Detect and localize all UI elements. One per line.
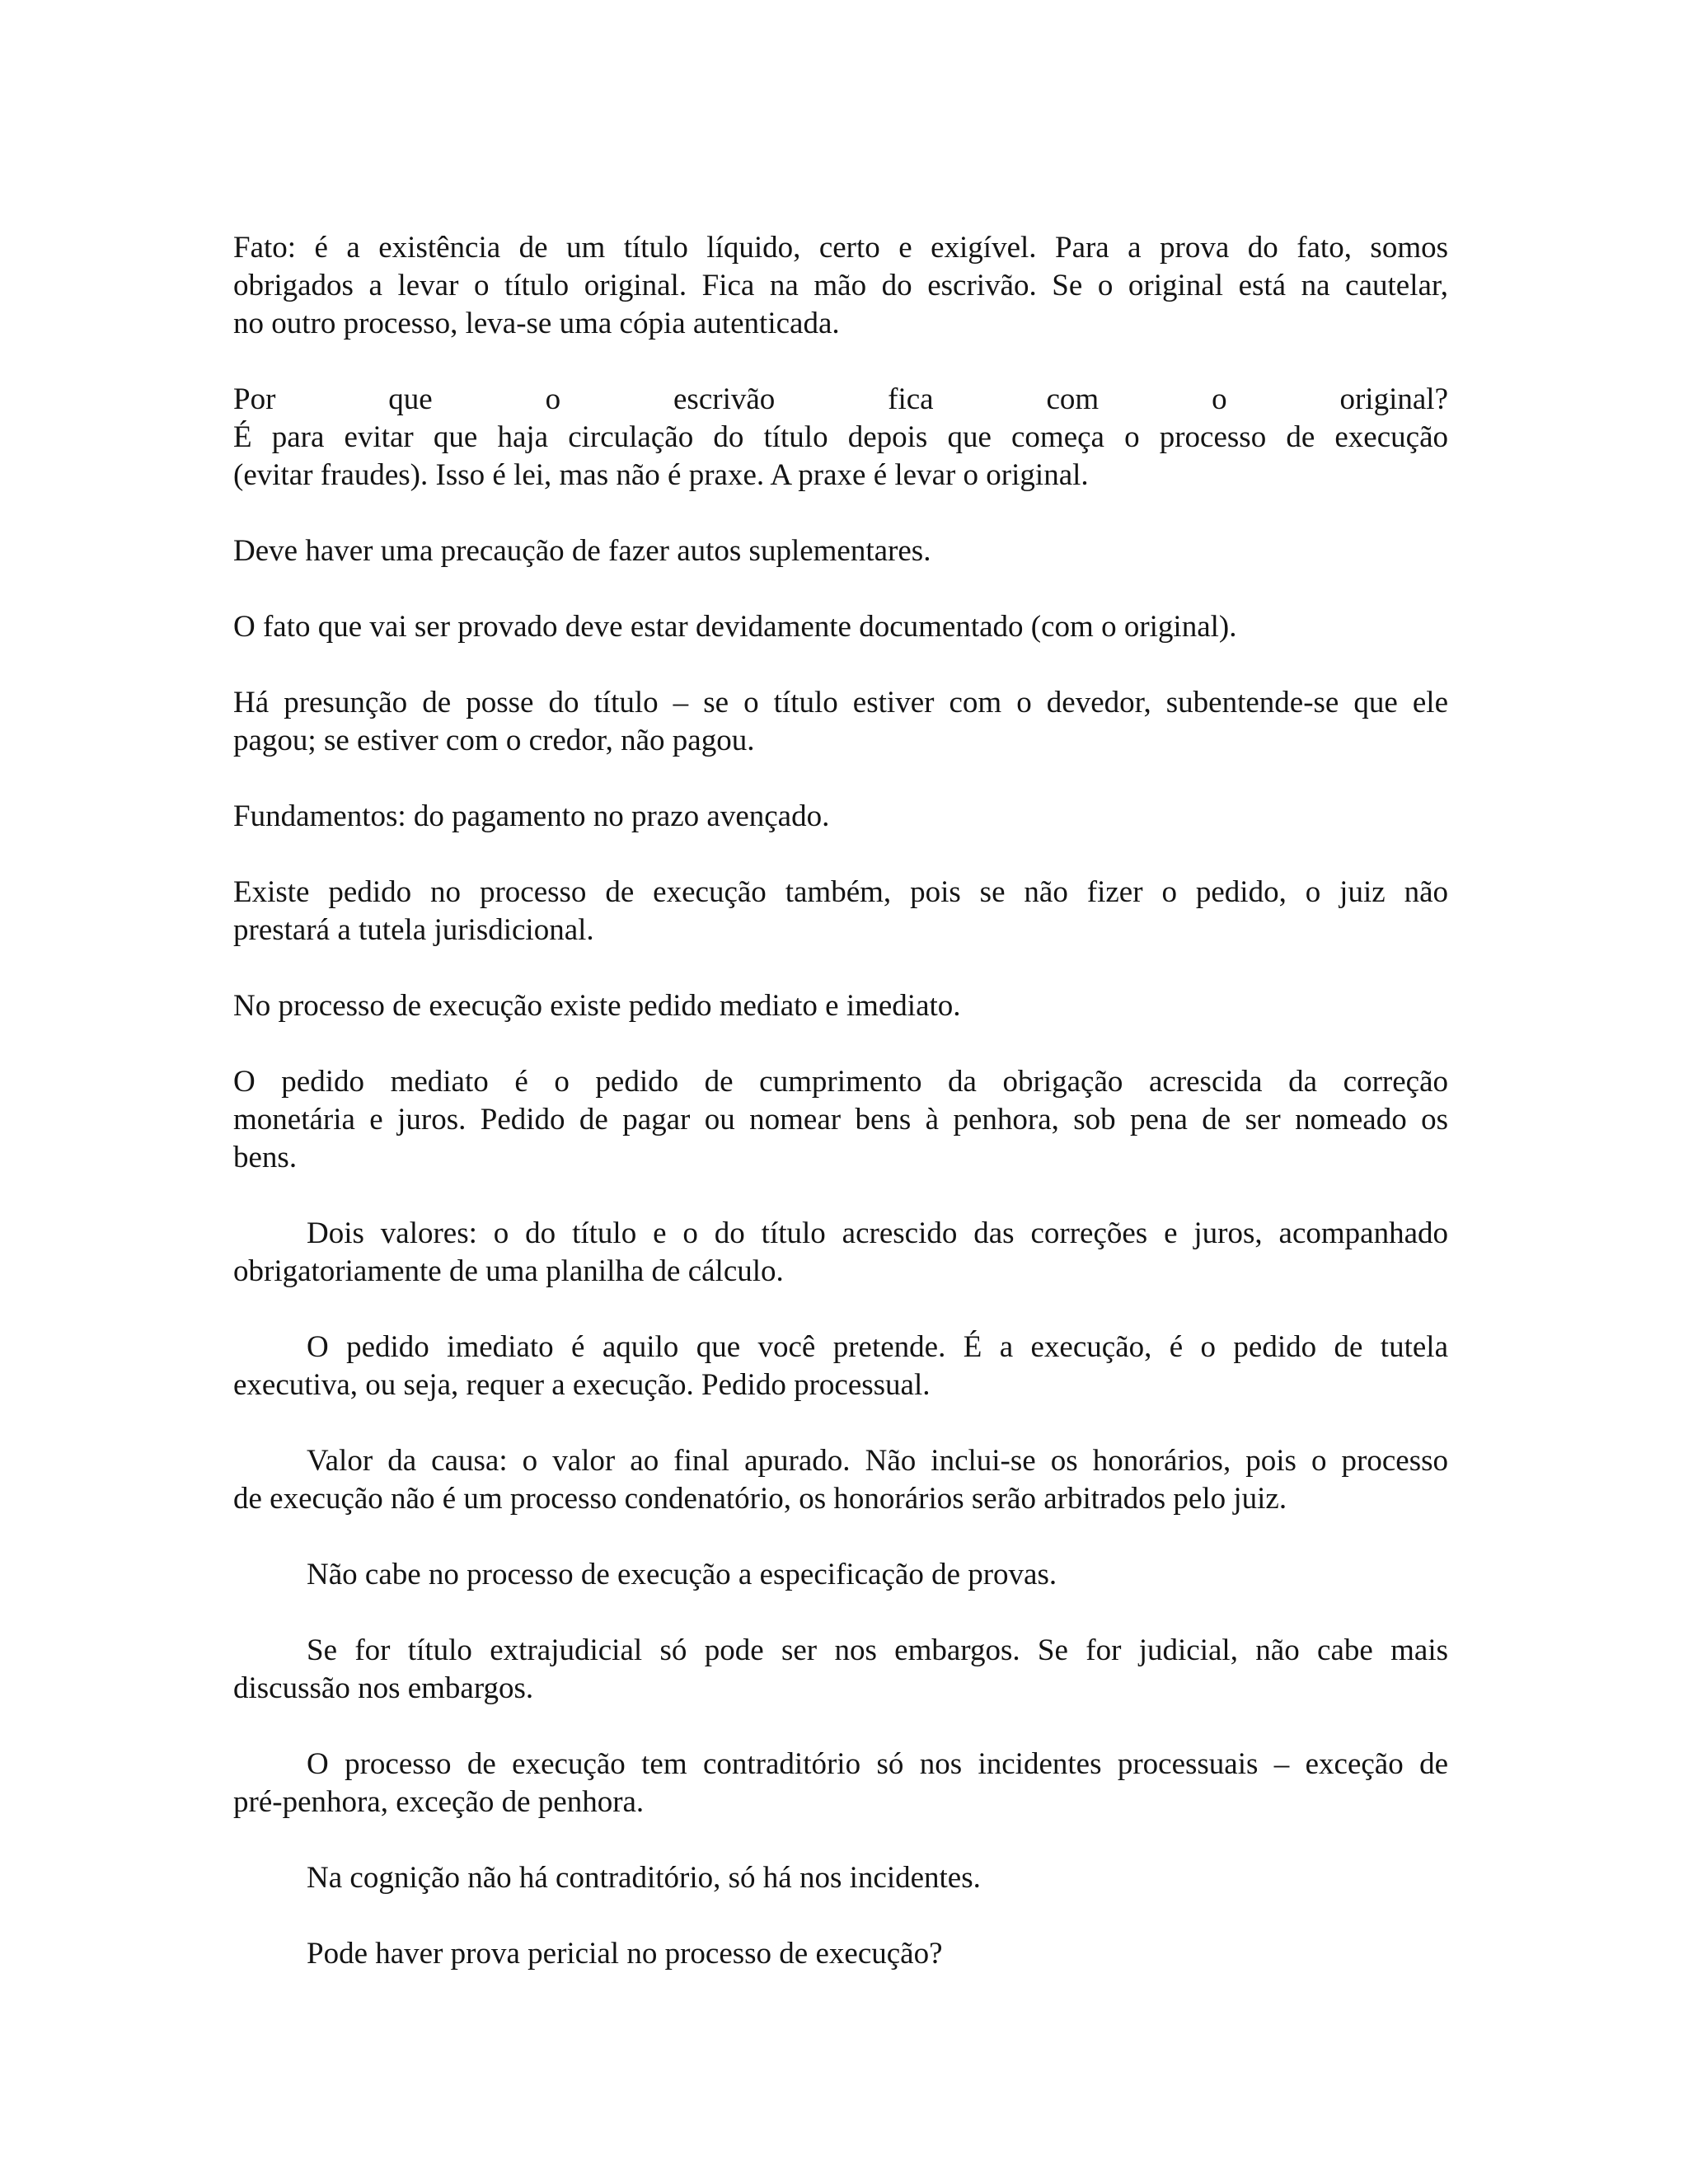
text-line: Não cabe no processo de execução a especificação de provas. — [307, 1558, 1057, 1591]
paragraph — [233, 532, 1448, 570]
paragraph — [233, 1632, 1448, 1708]
paragraph — [233, 381, 1448, 494]
text-line: obrigatoriamente de uma planilha de cálculo. — [233, 1254, 784, 1288]
text-line: monetária e juros. Pedido de pagar ou nomear bens à penhora, sob pena de ser nomeado os — [233, 1103, 1448, 1137]
document-body — [233, 229, 1448, 2011]
paragraph — [233, 229, 1448, 343]
paragraph — [233, 608, 1448, 646]
text-line: Pode haver prova pericial no processo de execução? — [307, 1937, 943, 1971]
text-line: Deve haver uma precaução de fazer autos suplementares. — [233, 534, 931, 568]
text-line: pré-penhora, exceção de penhora. — [233, 1785, 645, 1819]
text-line: (evitar fraudes). Isso é lei, mas não é praxe. A praxe é levar o original. — [233, 458, 1089, 492]
text-line: É para evitar que haja circulação do título depois que começa o processo de execução — [233, 420, 1448, 454]
text-line: prestará a tutela jurisdicional. — [233, 913, 594, 947]
text-line: O processo de execução tem contraditório só nos incidentes processuais – exceção de — [307, 1747, 1448, 1781]
paragraph — [233, 874, 1448, 949]
text-line: Se for título extrajudicial só pode ser nos embargos. Se for judicial, não cabe mais — [307, 1633, 1448, 1667]
text-line: O pedido imediato é aquilo que você pretende. É a execução, é o pedido de tutela — [307, 1330, 1448, 1364]
text-line: executiva, ou seja, requer a execução. Pedido processual. — [233, 1368, 931, 1402]
text-line: pagou; se estiver com o credor, não pagou. — [233, 724, 755, 757]
paragraph — [233, 1859, 1448, 1897]
text-line: Valor da causa: o valor ao final apurado. Não inclui-se os honorários, pois o processo — [307, 1444, 1448, 1478]
text-line: No processo de execução existe pedido mediato e imediato. — [233, 989, 961, 1023]
text-line: de execução não é um processo condenatório, os honorários serão arbitrados pelo juiz. — [233, 1482, 1287, 1516]
paragraph — [233, 798, 1448, 836]
text-line: Fundamentos: do pagamento no prazo avençado. — [233, 799, 830, 833]
text-line: Dois valores: o do título e o do título acrescido das correções e juros, acompanhado — [307, 1216, 1448, 1250]
paragraph — [233, 684, 1448, 760]
paragraph — [233, 1329, 1448, 1404]
text-line: Por que o escrivão fica com o original? — [233, 382, 1448, 416]
text-line: discussão nos embargos. — [233, 1671, 534, 1705]
text-line: no outro processo, leva-se uma cópia autenticada. — [233, 307, 840, 340]
text-line: bens. — [233, 1141, 298, 1174]
paragraph — [233, 1442, 1448, 1518]
text-line: obrigados a levar o título original. Fica na mão do escrivão. Se o original está na cautelar, — [233, 269, 1448, 302]
paragraph — [233, 1935, 1448, 1973]
text-line: Há presunção de posse do título – se o título estiver com o devedor, subentende-se que ele — [233, 686, 1448, 719]
text-line: Existe pedido no processo de execução também, pois se não fizer o pedido, o juiz não — [233, 875, 1448, 909]
paragraph — [233, 1746, 1448, 1821]
text-line: Na cognição não há contraditório, só há nos incidentes. — [307, 1861, 981, 1895]
paragraph — [233, 1215, 1448, 1291]
paragraph — [233, 987, 1448, 1025]
paragraph — [233, 1556, 1448, 1594]
text-line: O pedido mediato é o pedido de cumprimento da obrigação acrescida da correção — [233, 1065, 1448, 1099]
text-line: O fato que vai ser provado deve estar devidamente documentado (com o original). — [233, 610, 1237, 644]
text-line: Fato: é a existência de um título líquido, certo e exigível. Para a prova do fato, somos — [233, 231, 1448, 265]
paragraph — [233, 1063, 1448, 1177]
